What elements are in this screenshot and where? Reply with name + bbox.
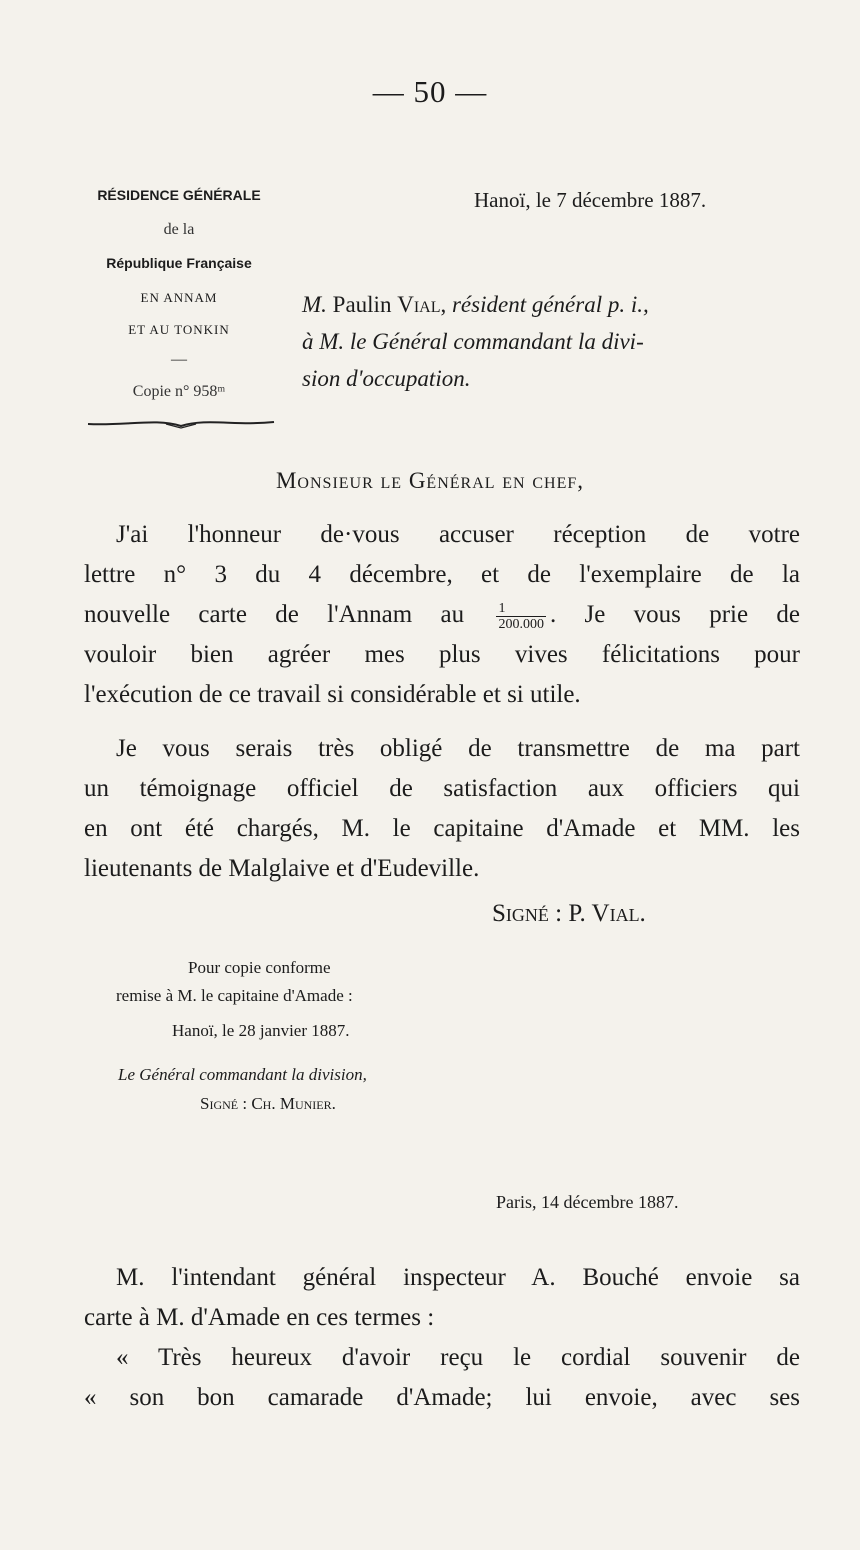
letterhead-line: EN ANNAM	[140, 290, 218, 305]
address-text: résident général p. i.,	[451, 292, 649, 317]
salutation: Monsieur le Général en chef,	[275, 468, 585, 493]
text-line: carte à M. d'Amade en ces termes :	[84, 1304, 435, 1331]
scale-fraction	[496, 601, 546, 632]
text-line	[84, 595, 800, 635]
address-text: Vial	[397, 292, 441, 317]
letterhead-line: ET AU TONKIN	[128, 322, 230, 337]
letterhead-line: de la	[163, 221, 195, 238]
copy-note: Hanoï, le 28 janvier 1887.	[172, 1021, 350, 1040]
text-line: lieutenants de Malglaive et d'Eudeville.	[84, 855, 480, 882]
text-line: Je vous serais très obligé de transmettre de ma part	[116, 735, 800, 762]
text-line: M. l'intendant général inspecteur A. Bouché envoie sa	[116, 1264, 800, 1291]
copy-note: remise à M. le capitaine d'Amade :	[116, 986, 353, 1005]
copy-note: Le Général commandant la division,	[118, 1065, 367, 1084]
text-line: en ont été chargés, M. le capitaine d'Amade et MM. les	[84, 815, 800, 842]
address-text: M.	[302, 292, 327, 317]
letterhead-line: RÉSIDENCE GÉNÉRALE	[97, 187, 261, 203]
fraction-denominator: 200.000	[498, 616, 544, 632]
letterhead-dash: —	[171, 351, 187, 368]
paragraph-3	[84, 1258, 800, 1418]
paris-date: Paris, 14 décembre 1887.	[496, 1192, 679, 1212]
address-line: à M. le Général commandant la divi-	[302, 329, 644, 354]
text-line: un témoignage officiel de satisfaction aux officiers qui	[84, 775, 800, 802]
address-text: ,	[440, 292, 452, 317]
text-span: nouvelle carte de l'Annam au	[84, 601, 465, 628]
text-line: J'ai l'honneur de·vous accuser réception de votre	[116, 521, 800, 548]
address-line	[302, 286, 802, 323]
fraction-numerator: 1	[496, 601, 546, 617]
text-line: vouloir bien agréer mes plus vives félicitations pour	[84, 641, 800, 668]
page-number: — 50 —	[372, 74, 488, 109]
text-line: lettre n° 3 du 4 décembre, et de l'exemplaire de la	[84, 561, 800, 588]
address-text: Paulin	[326, 292, 398, 317]
text-span: . Je vous prie de	[549, 601, 800, 628]
text-line: « Très heureux d'avoir reçu le cordial souvenir de	[116, 1344, 800, 1371]
text-line: l'exécution de ce travail si considérable et si utile.	[84, 681, 581, 708]
copy-number: Copie n° 958ᵐ	[132, 383, 226, 400]
letter-date: Hanoï, le 7 décembre 1887.	[474, 188, 707, 212]
letter-address	[302, 286, 802, 397]
letterhead-line: République Française	[106, 255, 252, 271]
paragraph-2	[84, 729, 800, 889]
address-line: sion d'occupation.	[302, 366, 471, 391]
paragraph-1	[84, 515, 800, 715]
signature: Signé : P. Vial.	[492, 900, 646, 927]
copy-signature: Signé : Ch. Munier.	[200, 1094, 336, 1113]
copy-note: Pour copie conforme	[188, 958, 331, 977]
flourish-ornament	[86, 414, 276, 434]
text-line: « son bon camarade d'Amade; lui envoie, avec ses	[84, 1384, 800, 1411]
